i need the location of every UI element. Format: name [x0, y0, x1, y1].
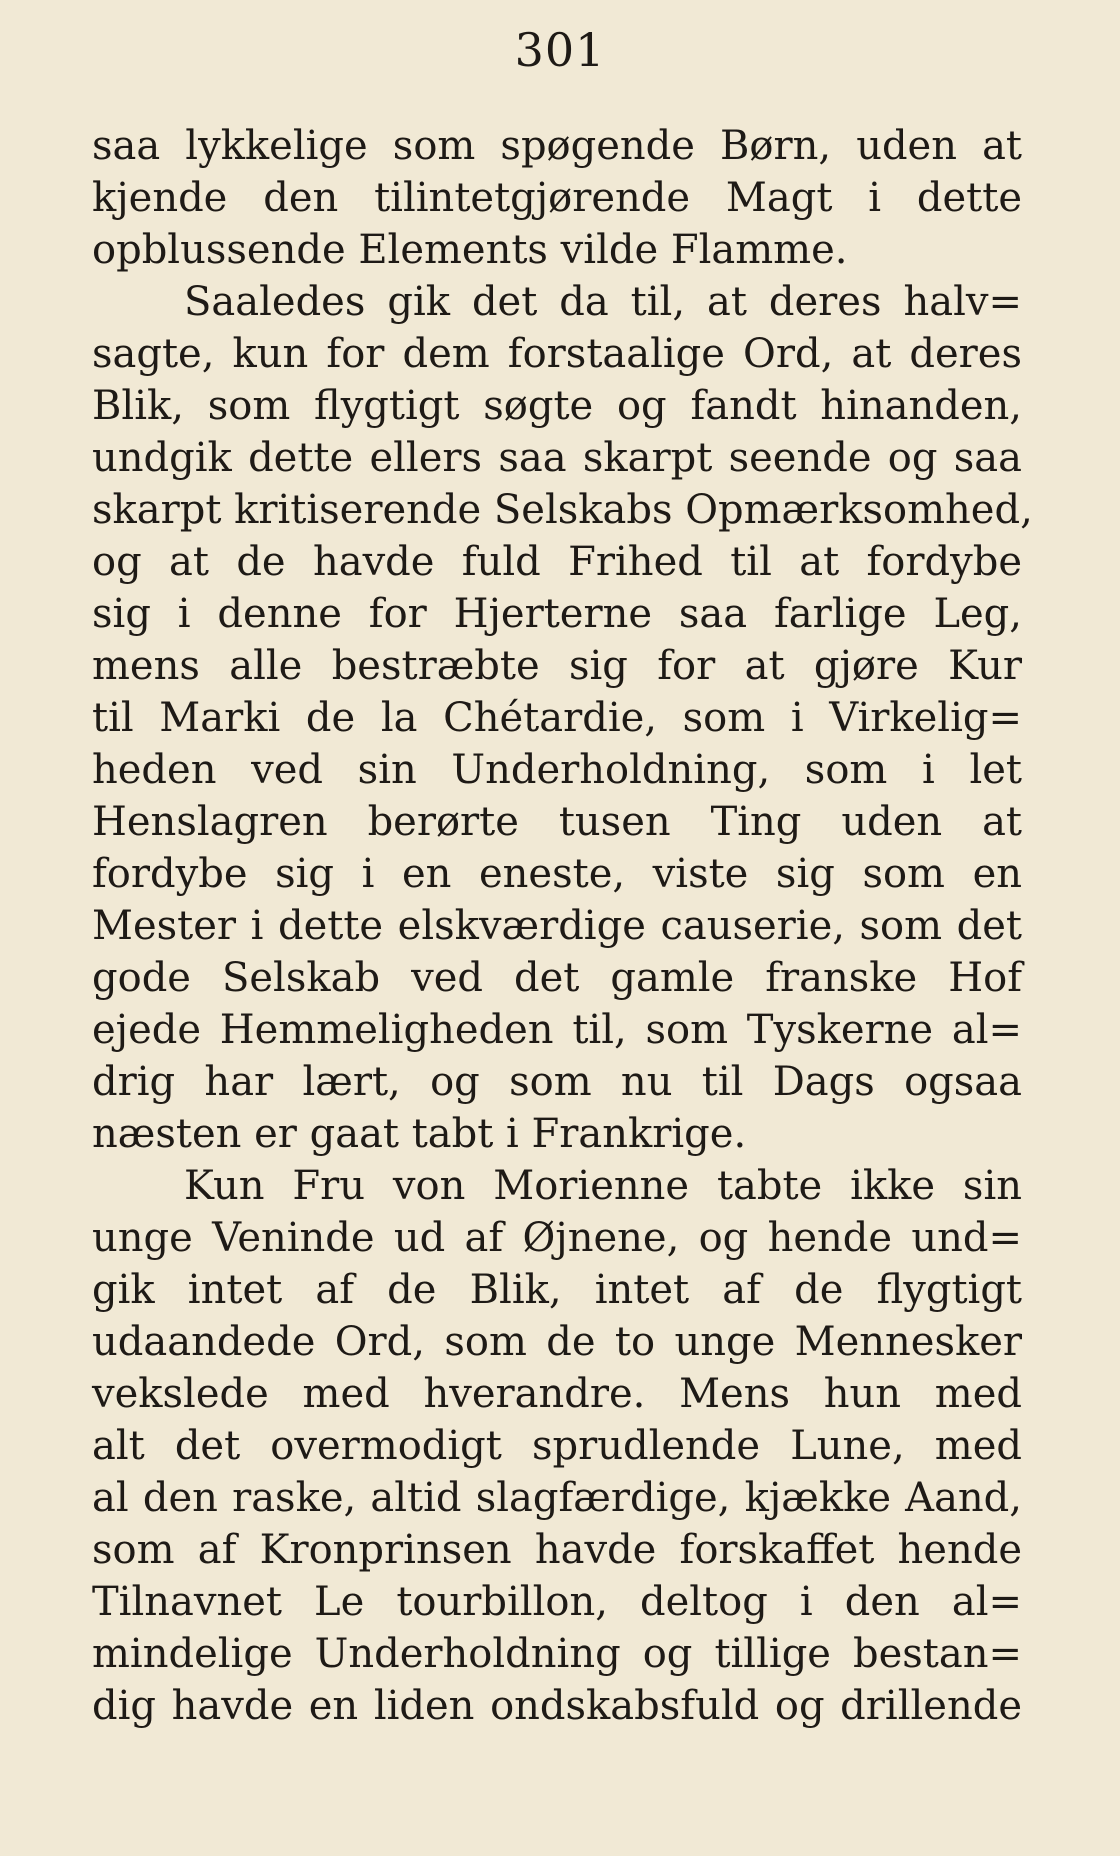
page-number: 301	[514, 23, 606, 77]
text-line: ejede Hemmeligheden til, som Tyskerne al=	[92, 1007, 1022, 1053]
text-line: saa lykkelige som spøgende Børn, uden at	[92, 123, 1022, 169]
body-text	[92, 120, 1033, 1732]
paragraph-1	[92, 120, 1022, 276]
text-line: drig har lært, og som nu til Dags ogsaa	[92, 1059, 1022, 1105]
text-line: Mester i dette elskværdige causerie, som det	[92, 903, 1022, 949]
text-line: mindelige Underholdning og tillige bestan=	[92, 1631, 1022, 1677]
text-line: vekslede med hverandre. Mens hun med	[92, 1371, 1022, 1417]
paragraph-3	[92, 1160, 1022, 1732]
text-line: fordybe sig i en eneste, viste sig som en	[92, 851, 1022, 897]
text-line: sig i denne for Hjerterne saa farlige Leg,	[92, 591, 1022, 637]
text-line: gik intet af de Blik, intet af de flygtigt	[92, 1267, 1022, 1313]
text-line: Kun Fru von Morienne tabte ikke sin	[184, 1163, 1022, 1209]
text-line: til Marki de la Chétardie, som i Virkelig=	[92, 695, 1022, 741]
text-line: gode Selskab ved det gamle franske Hof	[92, 955, 1022, 1001]
text-line: unge Veninde ud af Øjnene, og hende und=	[92, 1215, 1022, 1261]
text-line: Tilnavnet Le tourbillon, deltog i den al=	[92, 1579, 1022, 1625]
text-line: heden ved sin Underholdning, som i let	[92, 747, 1022, 793]
paragraph-2	[92, 276, 1033, 1160]
text-line: udaandede Ord, som de to unge Mennesker	[92, 1319, 1022, 1365]
text-line: al den raske, altid slagfærdige, kjække Aand,	[92, 1475, 1022, 1521]
text-line: dig havde en liden ondskabsfuld og drillende	[92, 1683, 1022, 1729]
text-line: kjende den tilintetgjørende Magt i dette	[92, 175, 1022, 221]
text-line: undgik dette ellers saa skarpt seende og saa	[92, 435, 1022, 481]
text-line: og at de havde fuld Frihed til at fordybe	[92, 539, 1022, 585]
text-line: Saaledes gik det da til, at deres halv=	[184, 279, 1022, 325]
text-line: Blik, som flygtigt søgte og fandt hinanden,	[92, 383, 1022, 429]
text-line: sagte, kun for dem forstaalige Ord, at deres	[92, 331, 1022, 377]
text-line: mens alle bestræbte sig for at gjøre Kur	[92, 643, 1022, 689]
text-line: skarpt kritiserende Selskabs Opmærksomhed,	[92, 487, 1033, 533]
text-line: opblussende Elements vilde Flamme.	[92, 227, 848, 273]
text-line: Henslagren berørte tusen Ting uden at	[92, 799, 1022, 845]
text-line: som af Kronprinsen havde forskaffet hende	[92, 1527, 1022, 1573]
text-line: næsten er gaat tabt i Frankrige.	[92, 1111, 747, 1157]
text-line: alt det overmodigt sprudlende Lune, med	[92, 1423, 1022, 1469]
